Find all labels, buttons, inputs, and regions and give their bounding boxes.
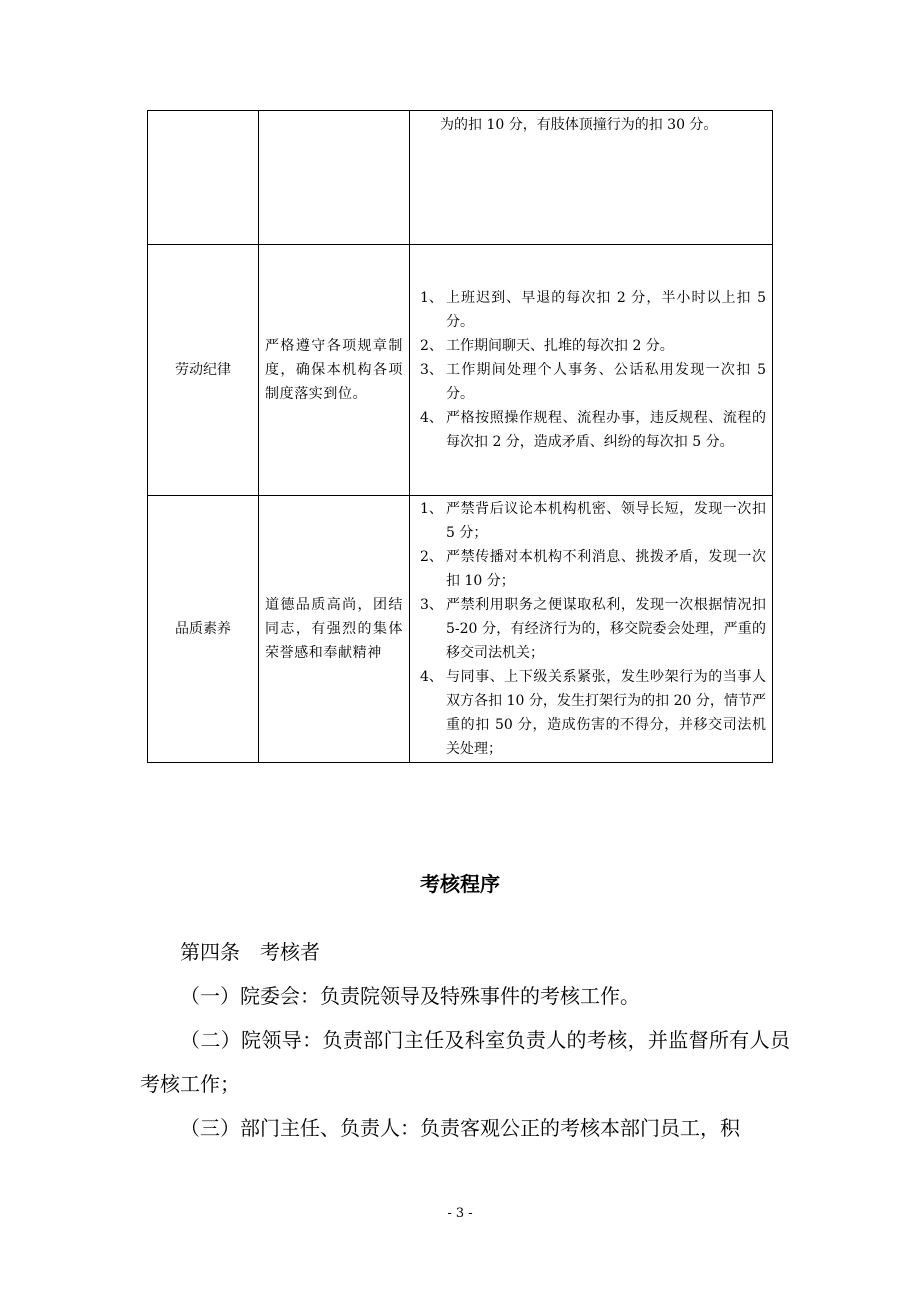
rules-table: [147, 110, 773, 763]
paragraph: （三）部门主任、负责人：负责客观公正的考核本部门员工，积: [180, 1116, 740, 1140]
category-cell: 劳动纪律: [148, 245, 259, 496]
rule-number: 3、: [420, 597, 443, 613]
table-row: [148, 496, 773, 763]
rule-text: 工作期间聊天、扎堆的每次扣 2 分。: [446, 338, 674, 354]
rule-number: 2、: [420, 549, 443, 565]
page-number: - 3 -: [447, 1206, 473, 1221]
requirement-cell: [259, 111, 410, 245]
list-item: [416, 286, 766, 334]
body-text: [140, 930, 790, 1150]
list-item: [416, 406, 766, 454]
paragraph: （二）院领导：负责部门主任及科室负责人的考核，并监督所有人员考核工作；: [140, 1028, 790, 1096]
category-cell: 品质素养: [148, 496, 259, 763]
list-item: [416, 497, 766, 545]
requirement-cell: 道德品质高尚，团结同志，有强烈的集体荣誉感和奉献精神: [259, 496, 410, 763]
section-title: 考核程序: [420, 872, 500, 896]
rule-number: 1、: [420, 501, 443, 517]
rule-text: 与同事、上下级关系紧张，发生吵架行为的当事人双方各扣 10 分，发生打架行为的扣 20 分，情节严重的扣 50 分，造成伤害的不得分，并移交司法机关处理；: [446, 669, 766, 757]
rule-number: 1、: [420, 290, 443, 306]
list-item: [416, 665, 766, 761]
rule-number: 4、: [420, 410, 443, 426]
rule-list: [416, 286, 766, 454]
list-item: [416, 545, 766, 593]
list-item: [416, 334, 766, 358]
article-heading: 第四条 考核者: [180, 940, 320, 964]
rule-number: 4、: [420, 669, 443, 685]
rule-number: 3、: [420, 362, 443, 378]
rule-list: [416, 497, 766, 761]
requirement-cell: 严格遵守各项规章制度，确保本机构各项制度落实到位。: [259, 245, 410, 496]
rule-text: 工作期间处理个人事务、公话私用发现一次扣 5 分。: [446, 362, 766, 402]
rule-text: 严格按照操作规程、流程办事，违反规程、流程的每次扣 2 分，造成矛盾、纠纷的每次扣 5 分。: [446, 410, 766, 450]
table-row: [148, 111, 773, 245]
list-item: [416, 593, 766, 665]
table-row: [148, 245, 773, 496]
rule-text: 严禁利用职务之便谋取私利，发现一次根据情况扣 5-20 分，有经济行为的，移交院委会处理，严重的移交司法机关；: [446, 597, 766, 661]
rule-text: 上班迟到、早退的每次扣 2 分，半小时以上扣 5 分。: [446, 290, 766, 330]
list-item: [416, 358, 766, 406]
rule-cell: [410, 245, 773, 496]
rule-text: 严禁传播对本机构不利消息、挑拨矛盾，发现一次扣 10 分；: [446, 549, 766, 589]
rule-number: 2、: [420, 338, 443, 354]
paragraph: （一）院委会：负责院领导及特殊事件的考核工作。: [180, 984, 640, 1008]
rule-text: 严禁背后议论本机构机密、领导长短，发现一次扣 5 分；: [446, 501, 766, 541]
rule-cell: [410, 496, 773, 763]
rule-cell: 为的扣 10 分，有肢体顶撞行为的扣 30 分。: [410, 111, 773, 245]
category-cell: [148, 111, 259, 245]
